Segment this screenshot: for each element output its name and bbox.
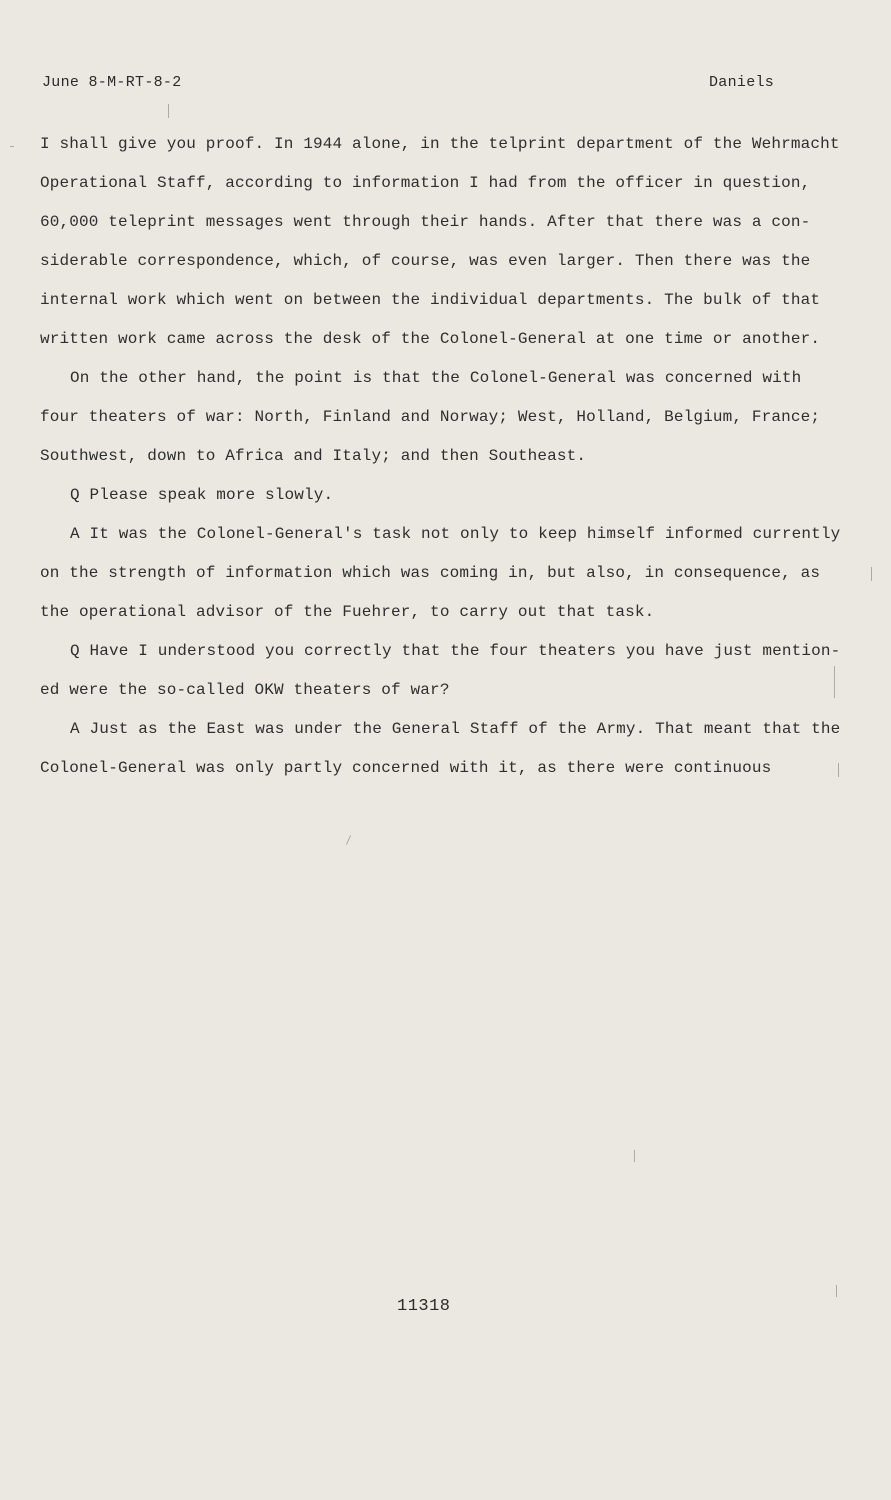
transcript-line: four theaters of war: North, Finland and Norway; West, Holland, Belgium, France; (40, 408, 821, 426)
transcript-body (40, 131, 855, 794)
margin-mark (10, 146, 14, 147)
transcript-line: Operational Staff, according to information I had from the officer in question, (40, 174, 811, 192)
transcript-line: siderable correspondence, which, of course, was even larger. Then there was the (40, 252, 811, 270)
transcript-line: Q Please speak more slowly. (70, 486, 334, 504)
transcript-line: Southwest, down to Africa and Italy; and then Southeast. (40, 447, 587, 465)
transcript-line: A Just as the East was under the General Staff of the Army. That meant that the (70, 720, 841, 738)
transcript-line: internal work which went on between the individual departments. The bulk of that (40, 291, 821, 309)
transcript-line: On the other hand, the point is that the Colonel-General was concerned with (70, 369, 802, 387)
transcript-line: on the strength of information which was coming in, but also, in consequence, as (40, 564, 821, 582)
margin-mark (836, 1285, 837, 1297)
reporter-name: Daniels (709, 74, 775, 91)
page-number: 11318 (397, 1297, 451, 1316)
transcript-line: Q Have I understood you correctly that the four theaters you have just mention- (70, 642, 841, 660)
transcript-line: I shall give you proof. In 1944 alone, in the telprint department of the Wehrmacht (40, 135, 840, 153)
margin-mark (834, 666, 835, 698)
page-reference: June 8-M-RT-8-2 (42, 74, 182, 91)
margin-mark (346, 835, 351, 844)
margin-mark (168, 104, 169, 118)
transcript-line: written work came across the desk of the Colonel-General at one time or another. (40, 330, 821, 348)
transcript-line: Colonel-General was only partly concerned with it, as there were continuous (40, 759, 772, 777)
margin-mark (634, 1150, 635, 1162)
margin-mark (871, 567, 872, 581)
transcript-line: 60,000 teleprint messages went through their hands. After that there was a con- (40, 213, 811, 231)
transcript-line: A It was the Colonel-General's task not only to keep himself informed currently (70, 525, 841, 543)
transcript-line: ed were the so-called OKW theaters of war? (40, 681, 450, 699)
margin-mark (838, 763, 839, 777)
transcript-line: the operational advisor of the Fuehrer, to carry out that task. (40, 603, 655, 621)
